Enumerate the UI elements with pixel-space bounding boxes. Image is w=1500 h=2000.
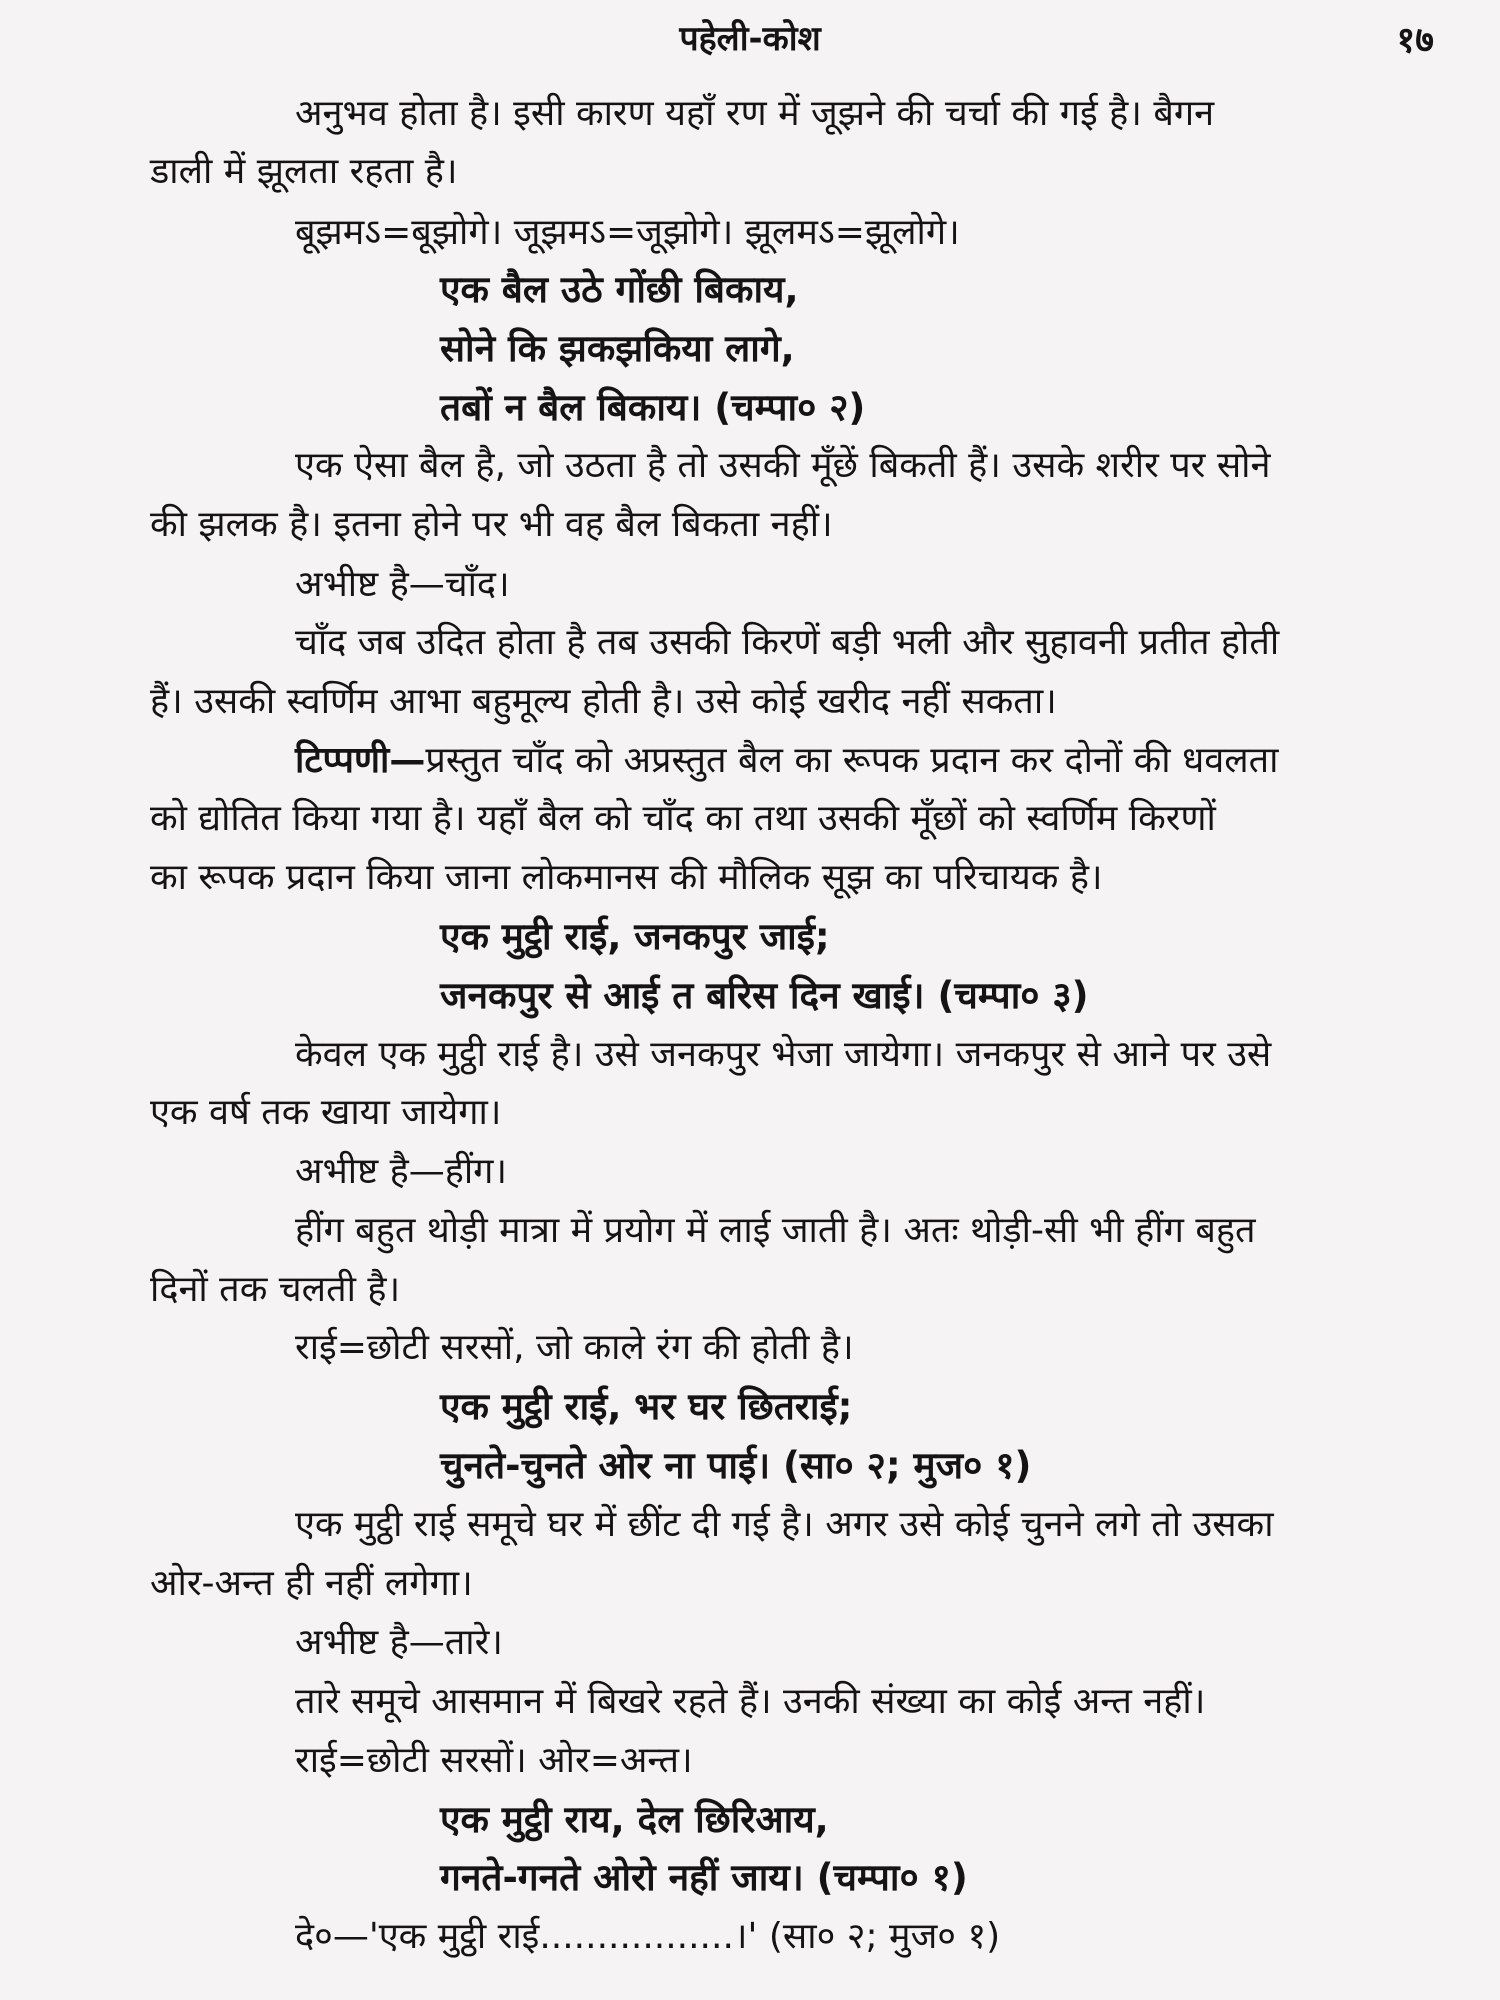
text-line: एक वर्ष तक खाया जायेगा। <box>150 1092 502 1133</box>
verse-line: एक मुट्ठी राय, देल छिरिआय, <box>440 1798 829 1841</box>
text-line: हैं। उसकी स्वर्णिम आभा बहुमूल्य होती है। उसे कोई खरीद नहीं सकता। <box>150 681 1057 722</box>
text-line: दिनों तक चलती है। <box>150 1269 401 1310</box>
text-line: चाँद जब उदित होता है तब उसकी किरणें बड़ी भली और सुहावनी प्रतीत होती <box>295 622 1280 663</box>
answer-line: अभीष्ट है—तारे। <box>295 1622 503 1663</box>
verse-line: एक मुट्ठी राई, भर घर छितराई; <box>440 1385 853 1428</box>
running-header-title: पहेली-कोश <box>679 19 821 59</box>
text-line: हींग बहुत थोड़ी मात्रा में प्रयोग में लाई जाती है। अतः थोड़ी-सी भी हींग बहुत <box>295 1210 1256 1251</box>
text-line: बूझमऽ=बूझोगे। जूझमऽ=जूझोगे। झूलमऽ=झूलोगे। <box>295 212 960 253</box>
page-number: १७ <box>1396 20 1434 61</box>
text-line: तारे समूचे आसमान में बिखरे रहते हैं। उनकी संख्या का कोई अन्त नहीं। <box>295 1681 1206 1722</box>
gloss-line: राई=छोटी सरसों। ओर=अन्त। <box>295 1740 693 1781</box>
verse-line: एक मुट्ठी राई, जनकपुर जाई; <box>440 915 830 958</box>
text-line: अनुभव होता है। इसी कारण यहाँ रण में जूझने की चर्चा की गई है। बैगन <box>295 93 1215 134</box>
text-line: को द्योतित किया गया है। यहाँ बैल को चाँद का तथा उसकी मूँछों को स्वर्णिम किरणों <box>150 798 1216 839</box>
note-line <box>295 741 1278 781</box>
note-text: प्रस्तुत चाँद को अप्रस्तुत बैल का रूपक प्रदान कर दोनों की धवलता <box>425 740 1279 781</box>
verse-line: तबों न बैल बिकाय। (चम्पा० २) <box>440 386 866 429</box>
text-line: केवल एक मुट्ठी राई है। उसे जनकपुर भेजा जायेगा। जनकपुर से आने पर उसे <box>295 1034 1272 1075</box>
text-line: डाली में झूलता रहता है। <box>150 151 458 192</box>
reference-line: दे०—'एक मुट्ठी राई.................।' (सा० २; मुज० १) <box>295 1916 1001 1957</box>
verse-line: चुनते-चुनते ओर ना पाई। (सा० २; मुज० १) <box>440 1444 1032 1487</box>
answer-line: अभीष्ट है—हींग। <box>295 1151 508 1192</box>
text-line: की झलक है। इतना होने पर भी वह बैल बिकता नहीं। <box>150 504 833 545</box>
verse-line: सोने कि झकझकिया लागे, <box>440 327 795 370</box>
text-line: का रूपक प्रदान किया जाना लोकमानस की मौलिक सूझ का परिचायक है। <box>150 857 1103 898</box>
text-line: एक मुट्ठी राई समूचे घर में छींट दी गई है। अगर उसे कोई चुनने लगे तो उसका <box>295 1504 1274 1545</box>
note-label: टिप्पणी— <box>295 740 426 781</box>
verse-line: गनते-गनते ओरो नहीं जाय। (चम्पा० १) <box>440 1856 968 1899</box>
answer-line: अभीष्ट है—चाँद। <box>295 564 510 605</box>
gloss-line: राई=छोटी सरसों, जो काले रंग की होती है। <box>295 1327 854 1368</box>
verse-line: जनकपुर से आई त बरिस दिन खाई। (चम्पा० ३) <box>440 974 1089 1017</box>
text-line: ओर-अन्त ही नहीं लगेगा। <box>150 1563 473 1604</box>
text-line: एक ऐसा बैल है, जो उठता है तो उसकी मूँछें बिकती हैं। उसके शरीर पर सोने <box>295 445 1271 486</box>
verse-line: एक बैल उठे गोंछी बिकाय, <box>440 268 799 311</box>
